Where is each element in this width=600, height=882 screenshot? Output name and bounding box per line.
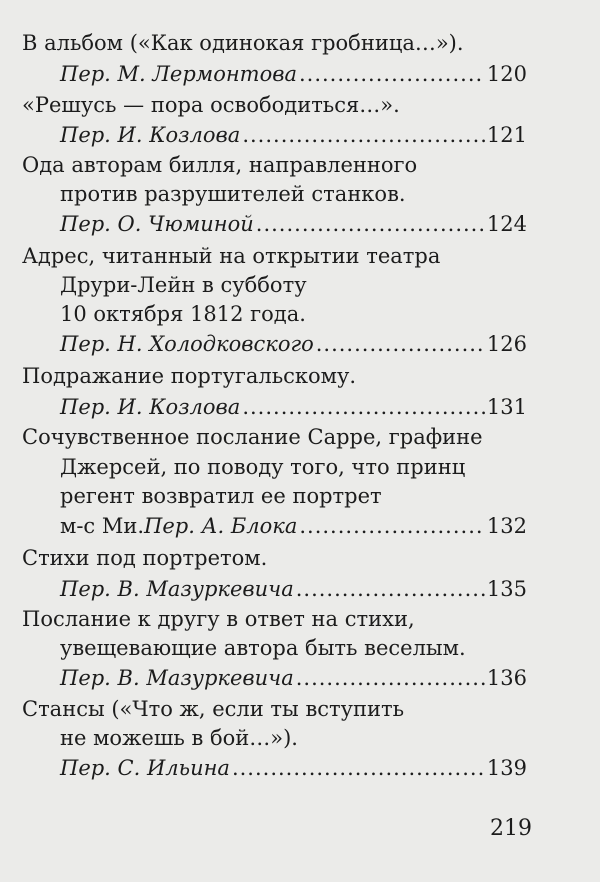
page-ref: 131 bbox=[486, 395, 527, 419]
leader-dots bbox=[256, 211, 485, 237]
translator-line bbox=[60, 394, 527, 420]
translator-line bbox=[60, 122, 527, 148]
page-ref: 120 bbox=[486, 62, 527, 86]
page-ref: 136 bbox=[486, 666, 527, 690]
translator-line bbox=[60, 576, 527, 602]
translator-line bbox=[60, 755, 527, 781]
translator-line bbox=[60, 331, 527, 357]
entry-title-cont: Друри-Лейн в субботу bbox=[60, 273, 307, 297]
entry-title-cont: увещевающие автора быть веселым. bbox=[60, 636, 466, 660]
entry-title: В альбом («Как одинокая гробница…»). bbox=[22, 31, 464, 55]
page-ref: 139 bbox=[486, 756, 527, 780]
entry-title-cont: Джерсей, по поводу того, что принц bbox=[60, 455, 466, 479]
translator-name: Пер. И. Козлова bbox=[60, 395, 241, 419]
leader-dots bbox=[299, 61, 485, 87]
entry-title: Послание к другу в ответ на стихи, bbox=[22, 607, 415, 631]
page-ref: 124 bbox=[486, 212, 527, 236]
translator-name: Пер. А. Блока bbox=[144, 514, 298, 538]
translator-line bbox=[60, 665, 527, 691]
translator-name: Пер. В. Мазуркевича bbox=[60, 577, 294, 601]
entry-title: Стихи под портретом. bbox=[22, 546, 268, 570]
translator-name: Пер. В. Мазуркевича bbox=[60, 666, 294, 690]
leader-dots bbox=[242, 394, 485, 420]
translator-name: Пер. М. Лермонтова bbox=[60, 62, 297, 86]
page-number: 219 bbox=[490, 816, 532, 841]
entry-title-cont: против разрушителей станков. bbox=[60, 182, 406, 206]
entry-title-cont: не можешь в бой…»). bbox=[60, 726, 298, 750]
leader-dots bbox=[296, 576, 485, 602]
page-ref: 126 bbox=[486, 332, 527, 356]
translator-name: Пер. Н. Холодковского bbox=[60, 332, 314, 356]
translator-line bbox=[60, 211, 527, 237]
leader-dots bbox=[232, 755, 485, 781]
entry-title-cont: 10 октября 1812 года. bbox=[60, 302, 306, 326]
translator-name: Пер. И. Козлова bbox=[60, 123, 241, 147]
leader-dots bbox=[299, 513, 485, 539]
translator-name: Пер. С. Ильина bbox=[60, 756, 230, 780]
entry-title: «Решусь — пора освободиться…». bbox=[22, 93, 400, 117]
entry-title: Станcы («Что ж, если ты вступить bbox=[22, 697, 405, 721]
entry-title: Адрес, читанный на открытии театра bbox=[22, 244, 441, 268]
page-ref: 135 bbox=[486, 577, 527, 601]
translator-name: Пер. О. Чюминой bbox=[60, 212, 254, 236]
entry-title-tail: м-с Ми. bbox=[60, 514, 145, 538]
leader-dots bbox=[316, 331, 485, 357]
leader-dots bbox=[242, 122, 485, 148]
page-ref: 132 bbox=[486, 514, 527, 538]
entry-title: Ода авторам билля, направленного bbox=[22, 153, 418, 177]
translator-line bbox=[60, 513, 527, 539]
entry-title: Сочувственное послание Сарре, графине bbox=[22, 425, 483, 449]
entry-title-cont: регент возвратил ее портрет bbox=[60, 484, 382, 508]
entry-title: Подражание португальскому. bbox=[22, 364, 357, 388]
translator-line bbox=[60, 61, 527, 87]
leader-dots bbox=[296, 665, 485, 691]
page-ref: 121 bbox=[486, 123, 527, 147]
